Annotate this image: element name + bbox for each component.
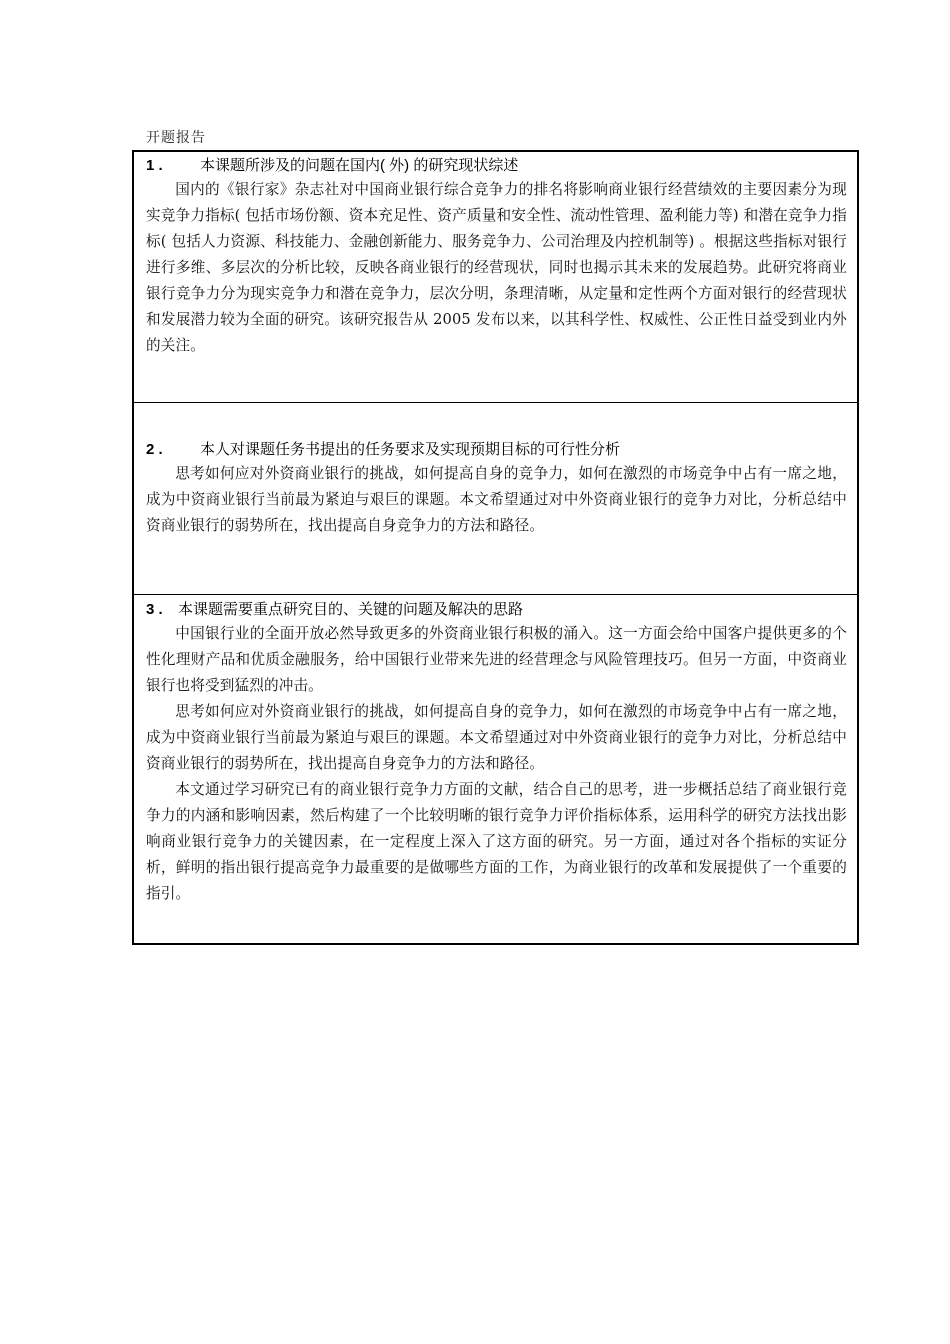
section-research-status bbox=[134, 152, 857, 403]
section-title: 本人对课题任务书提出的任务要求及实现预期目标的可行性分析 bbox=[200, 441, 621, 458]
report-table bbox=[132, 150, 859, 945]
section-paragraph: 国内的《银行家》杂志社对中国商业银行综合竞争力的排名将影响商业银行经营绩效的主要因素分为现实竞争力指标( 包括市场份额、资本充足性、资产质量和安全性、流动性管理、盈利能力等) 和潜在竞争力指标( 包括人力资源、科技能力、金融创新能力、服务竞争力、公司治理及内控机制等) 。根据这些指标对银行进行多维、多层次的分析比较，反映各商业银行的经营现状，同时也揭示其未来的发展趋势。此研究将商业银行竞争力分为现实竞争力和潜在竞争力，层次分明，条理清晰，从定量和定性两个方面对银行的经营现状和发展潜力较为全面的研究。该研究报告从 2005 发布以来，以其科学性、权威性、公正性日益受到业内外的关注。 bbox=[146, 181, 847, 354]
section-feasibility-analysis bbox=[134, 403, 857, 595]
section-heading bbox=[146, 439, 847, 461]
section-paragraph: 本文通过学习研究已有的商业银行竞争力方面的文献，结合自己的思考，进一步概括总结了商业银行竞争力的内涵和影响因素，然后构建了一个比较明晰的银行竞争力评价指标体系，运用科学的研究方法找出影响商业银行竞争力的关键因素，在一定程度上深入了这方面的研究。另一方面，通过对各个指标的实证分析，鲜明的指出银行提高竞争力最重要的是做哪些方面的工作，为商业银行的改革和发展提供了一个重要的指引。 bbox=[146, 781, 847, 902]
document-label: 开题报告 bbox=[146, 130, 206, 146]
section-paragraph: 中国银行业的全面开放必然导致更多的外资商业银行积极的涌入。这一方面会给中国客户提供更多的个性化理财产品和优质金融服务，给中国银行业带来先进的经营理念与风险管理技巧。但另一方面，中资商业银行也将受到猛烈的冲击。 bbox=[146, 625, 847, 694]
section-paragraph: 思考如何应对外资商业银行的挑战，如何提高自身的竞争力，如何在激烈的市场竞争中占有一席之地，成为中资商业银行当前最为紧迫与艰巨的课题。本文希望通过对中外资商业银行的竞争力对比，分析总结中资商业银行的弱势所在，找出提高自身竞争力的方法和路径。 bbox=[146, 703, 847, 772]
section-heading bbox=[146, 155, 847, 177]
section-paragraph: 思考如何应对外资商业银行的挑战，如何提高自身的竞争力，如何在激烈的市场竞争中占有一席之地，成为中资商业银行当前最为紧迫与艰巨的课题。本文希望通过对中外资商业银行的竞争力对比，分析总结中资商业银行的弱势所在，找出提高自身竞争力的方法和路径。 bbox=[146, 465, 847, 534]
section-title: 本课题所涉及的问题在国内( 外) 的研究现状综述 bbox=[200, 157, 519, 174]
section-number: 3 . bbox=[146, 601, 163, 618]
section-research-goals bbox=[134, 595, 857, 943]
section-number: 1 . bbox=[146, 157, 163, 174]
section-heading bbox=[146, 599, 847, 621]
section-title: 本课题需要重点研究目的、关键的问题及解决的思路 bbox=[178, 601, 524, 618]
section-number: 2 . bbox=[146, 441, 163, 458]
